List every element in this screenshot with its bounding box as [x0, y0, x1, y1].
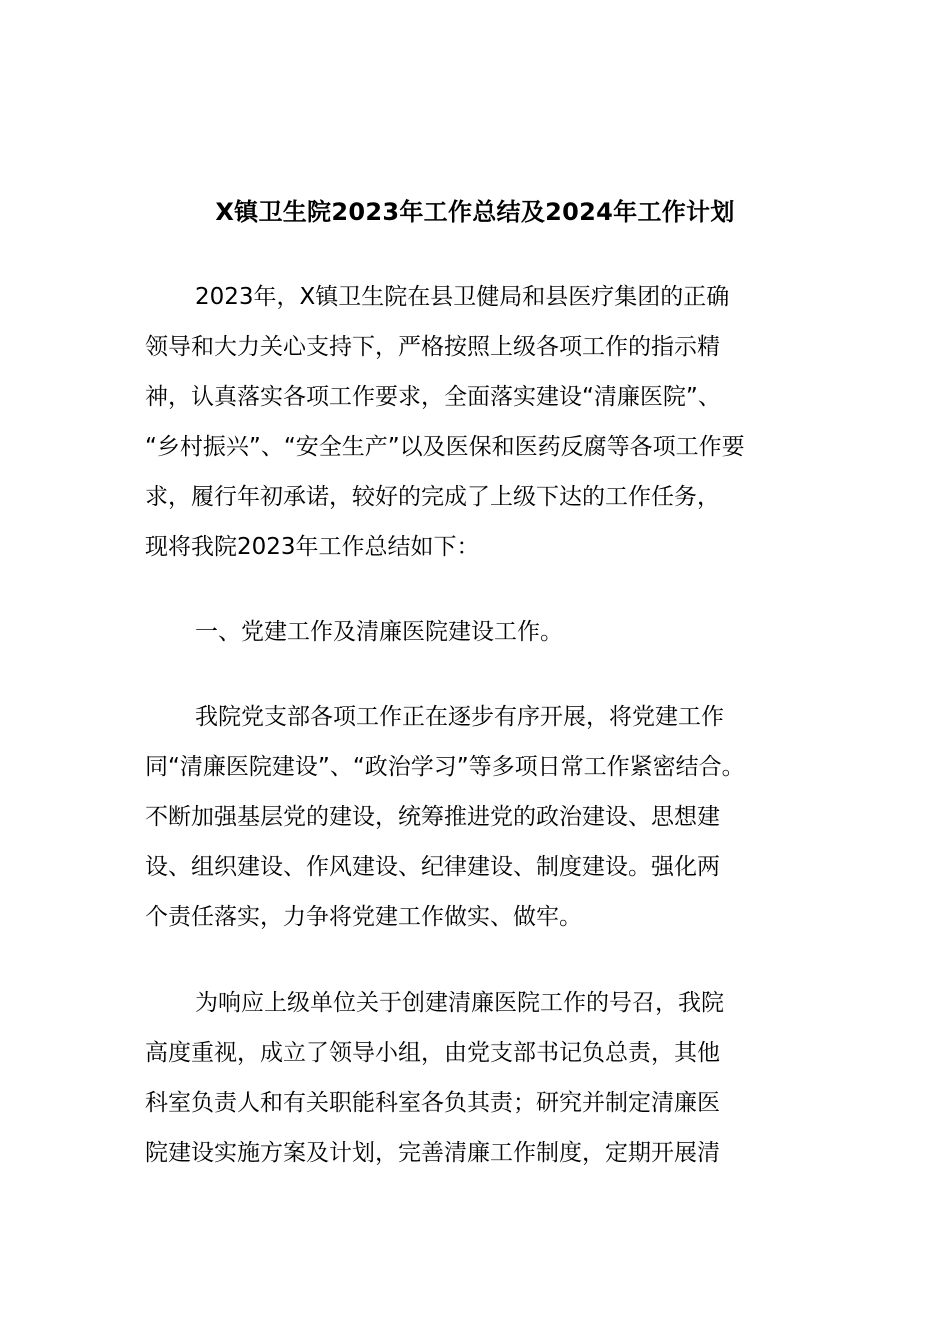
section-heading-text: 一、党建工作及清廉医院建设工作。: [195, 619, 563, 645]
paragraph-line: 为响应上级单位关于创建清廉医院工作的号召，我院: [195, 990, 724, 1016]
paragraph-line: 神，认真落实各项工作要求，全面落实建设“清廉医院”、: [145, 384, 721, 410]
paragraph-line: 现将我院2023年工作总结如下：: [145, 534, 480, 560]
paragraph-line: 高度重视，成立了领导小组，由党支部书记负总责，其他: [145, 1040, 720, 1066]
document-title: X镇卫生院2023年工作总结及2024年工作计划: [215, 198, 735, 226]
paragraph-intro: [145, 272, 805, 572]
paragraph-line: 个责任落实，力争将党建工作做实、做牢。: [145, 904, 582, 930]
paragraph-line: 不断加强基层党的建设，统筹推进党的政治建设、思想建: [145, 804, 720, 830]
paragraph-line: 我院党支部各项工作正在逐步有序开展，将党建工作: [195, 704, 724, 730]
paragraph-line: 同“清廉医院建设”、“政治学习”等多项日常工作紧密结合。: [145, 754, 745, 780]
paragraph-line: 领导和大力关心支持下，严格按照上级各项工作的指示精: [145, 334, 720, 360]
section-heading: [145, 607, 805, 657]
paragraph-clean-hospital: [145, 978, 805, 1178]
paragraph-line: 2023年，X镇卫生院在县卫健局和县医疗集团的正确: [195, 284, 730, 310]
paragraph-line: “乡村振兴”、“安全生产”以及医保和医药反腐等各项工作要: [145, 434, 745, 460]
paragraph-line: 科室负责人和有关职能科室各负其责；研究并制定清廉医: [145, 1090, 720, 1116]
paragraph-party-building: [145, 692, 805, 942]
paragraph-line: 院建设实施方案及计划，完善清廉工作制度，定期开展清: [145, 1140, 720, 1166]
paragraph-line: 求，履行年初承诺，较好的完成了上级下达的工作任务，: [145, 484, 720, 510]
paragraph-line: 设、组织建设、作风建设、纪律建设、制度建设。强化两: [145, 854, 720, 880]
